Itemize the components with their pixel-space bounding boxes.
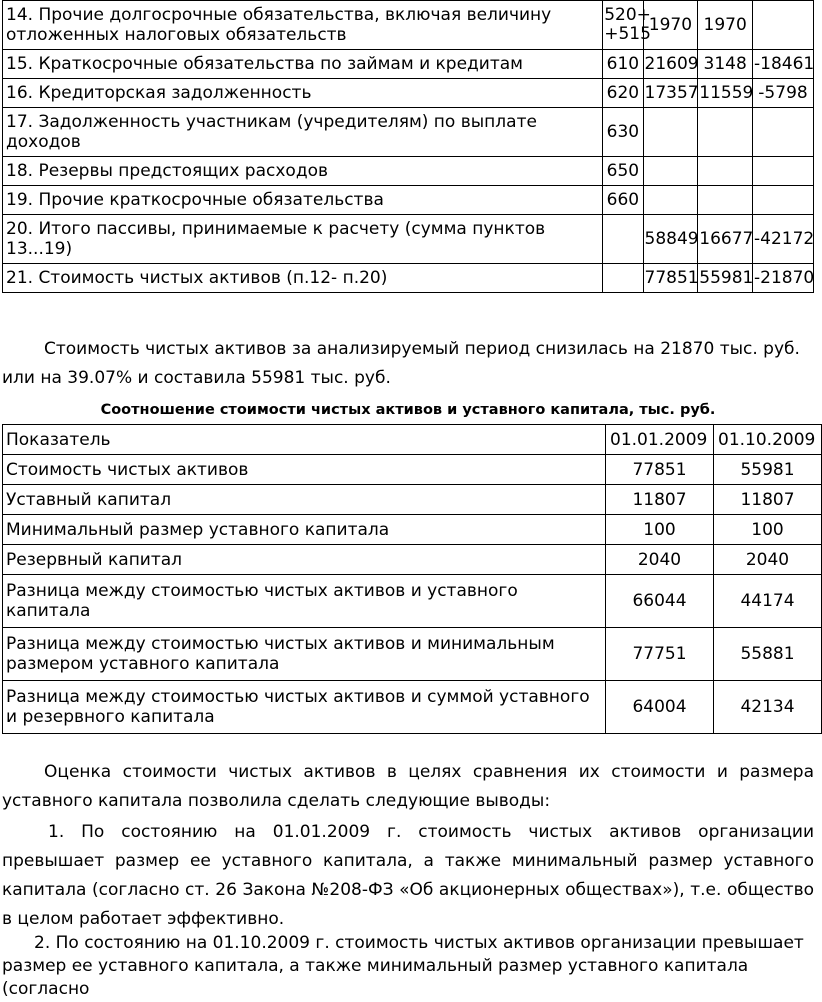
row-name: Разница между стоимостью чистых активов и суммой уставного и резервного капитала [3,681,606,734]
row-value-1: 77751 [606,628,714,681]
row-name: 20. Итого пассивы, принимаемые к расчету (сумма пунктов 13...19) [3,215,603,264]
liabilities-table [2,0,814,293]
table-row [3,628,822,681]
table-row [3,575,822,628]
row-diff-value: -21870 [753,264,814,293]
row-diff-value: -42172 [753,215,814,264]
table-row [3,186,814,215]
comparison-table [2,424,822,734]
row-start-value [643,157,698,186]
row-start-value: 77851 [643,264,698,293]
row-value-1: 77851 [606,455,714,485]
row-value-2: 55881 [714,628,822,681]
row-end-value: 55981 [698,264,753,293]
table-row [3,1,814,50]
row-code [603,264,643,293]
row-end-value [698,108,753,157]
row-end-value: 16677 [698,215,753,264]
row-value-2: 42134 [714,681,822,734]
table-row [3,79,814,108]
row-end-value: 11559 [698,79,753,108]
row-end-value: 3148 [698,50,753,79]
row-name: 21. Стоимость чистых активов (п.12- п.20) [3,264,603,293]
row-name: Разница между стоимостью чистых активов и минимальным размером уставного капитала [3,628,606,681]
row-code: 610 [603,50,643,79]
row-start-value: 17357 [643,79,698,108]
table-row [3,681,822,734]
row-name: 14. Прочие долгосрочные обязательства, включая величину отложенных налоговых обязательств [3,1,603,50]
row-name: 19. Прочие краткосрочные обязательства [3,186,603,215]
row-name: 15. Краткосрочные обязательства по займам и кредитам [3,50,603,79]
row-diff-value [753,108,814,157]
row-name: Резервный капитал [3,545,606,575]
table-row [3,545,822,575]
row-diff-value: -18461 [753,50,814,79]
row-value-1: 2040 [606,545,714,575]
table-row [3,50,814,79]
row-diff-value: -5798 [753,79,814,108]
row-value-1: 11807 [606,485,714,515]
row-value-2: 11807 [714,485,822,515]
row-start-value [643,186,698,215]
row-diff-value [753,186,814,215]
row-start-value: 21609 [643,50,698,79]
row-name: Разница между стоимостью чистых активов и уставного капитала [3,575,606,628]
row-end-value: 1970 [698,1,753,50]
row-value-2: 100 [714,515,822,545]
row-code [603,215,643,264]
table-row [3,515,822,545]
table-row [3,108,814,157]
table-header-row [3,425,822,455]
row-value-2: 44174 [714,575,822,628]
net-assets-summary-paragraph: Стоимость чистых активов за анализируемый период снизилась на 21870 тыс. руб. или на 39.07% и составила 55981 тыс. руб. [2,339,800,388]
row-name: Минимальный размер уставного капитала [3,515,606,545]
row-name: Уставный капитал [3,485,606,515]
row-diff-value [753,157,814,186]
header-date-1: 01.01.2009 [606,425,714,455]
table-row [3,215,814,264]
row-name: 16. Кредиторская задолженность [3,79,603,108]
row-code: 650 [603,157,643,186]
row-code [603,1,651,50]
row-value-2: 55981 [714,455,822,485]
conclusion-2-paragraph: 2. По состоянию на 01.10.2009 г. стоимость чистых активов организации превышает размер ее уставного капитала, а также минимальный размер уставного капитала (согласно [2,933,804,999]
header-date-2: 01.10.2009 [714,425,822,455]
table-row [3,157,814,186]
row-value-2: 2040 [714,545,822,575]
row-start-value: 58849 [643,215,698,264]
row-name: Стоимость чистых активов [3,455,606,485]
row-diff-value [753,1,814,50]
table-row [3,485,822,515]
row-name: 18. Резервы предстоящих расходов [3,157,603,186]
comparison-table-caption: Соотношение стоимости чистых активов и уставного капитала, тыс. руб. [100,402,716,418]
row-code-line2: +515 [604,24,651,44]
row-value-1: 66044 [606,575,714,628]
row-end-value [698,186,753,215]
row-name: 17. Задолженность участникам (учредителям) по выплате доходов [3,108,603,157]
row-start-value [643,108,698,157]
conclusions-intro-paragraph: Оценка стоимости чистых активов в целях сравнения их стоимости и размера уставного капитала позволила сделать следующие выводы: [2,762,814,811]
header-indicator: Показатель [3,425,606,455]
row-code: 620 [603,79,643,108]
table-row [3,455,822,485]
row-code-line1: 520+ [604,5,651,25]
conclusion-1-paragraph: 1. По состоянию на 01.01.2009 г. стоимость чистых активов организации превышает размер ее уставного капитала, а также минимальный размер уставного капитала (согласно ст. 26 Закона №208-ФЗ «Об акционерных обществах»), т.е. общество в целом работает эффективно. [2,822,814,929]
row-start-value: 1970 [643,1,698,50]
row-code: 630 [603,108,643,157]
row-value-1: 64004 [606,681,714,734]
row-code: 660 [603,186,643,215]
table-row [3,264,814,293]
row-end-value [698,157,753,186]
row-value-1: 100 [606,515,714,545]
